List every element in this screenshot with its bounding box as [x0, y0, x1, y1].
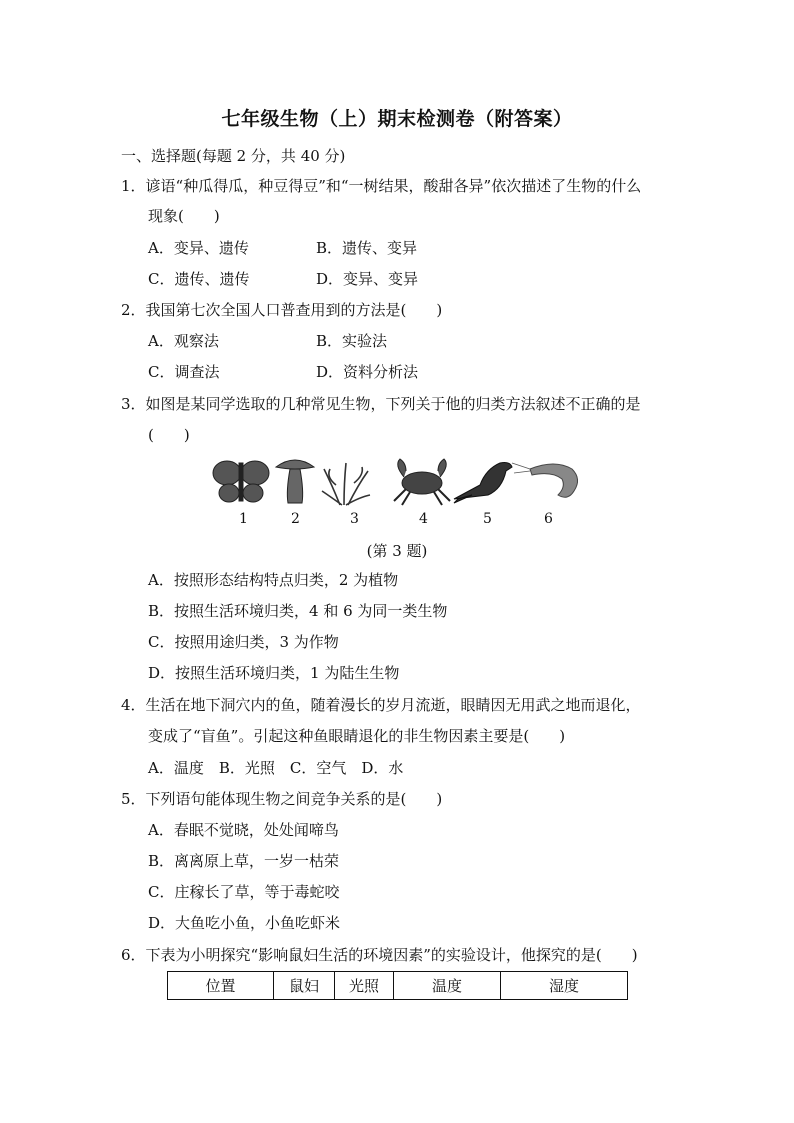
table-row [168, 972, 628, 1000]
page-title: 七年级生物（上）期末检测卷（附答案） [221, 108, 573, 130]
question-2-option-a: A．观察法 [148, 332, 219, 350]
table-header-cell: 温度 [394, 972, 501, 1000]
question-2-stem: 2．我国第七次全国人口普查用到的方法是( ) [121, 301, 443, 319]
question-3-option-a: A．按照形态结构特点归类，2 为植物 [148, 571, 399, 589]
question-3-option-b: B．按照生活环境归类，4 和 6 为同一类生物 [148, 602, 448, 620]
question-3-stem: 3．如图是某同学选取的几种常见生物，下列关于他的归类方法叙述不正确的是 [121, 395, 641, 413]
figure-label-3: 3 [350, 511, 359, 527]
table-header-cell: 光照 [335, 972, 394, 1000]
crab-icon [394, 459, 450, 505]
question-6-stem: 6．下表为小明探究“影响鼠妇生活的环境因素”的实验设计，他探究的是( ) [121, 946, 638, 964]
question-5-stem: 5．下列语句能体现生物之间竞争关系的是( ) [121, 790, 443, 808]
question-2-option-d: D．资料分析法 [316, 363, 419, 381]
plant-icon [322, 463, 370, 505]
butterfly-icon [213, 461, 269, 502]
question-1-option-a: A．变异、遗传 [148, 239, 249, 257]
question-5-option-c: C．庄稼长了草，等于毒蛇咬 [148, 883, 340, 901]
experiment-table [167, 971, 628, 1000]
figure-label-6: 6 [544, 511, 553, 527]
table-header-cell: 位置 [168, 972, 274, 1000]
question-2-option-b: B．实验法 [316, 332, 388, 350]
figure-caption: (第 3 题) [366, 542, 428, 560]
question-1-stem-cont: 现象( ) [148, 207, 220, 225]
table-header-cell: 湿度 [501, 972, 628, 1000]
question-1-option-d: D．变异、变异 [316, 270, 419, 288]
shrimp-icon [512, 463, 578, 497]
figure-label-4: 4 [419, 511, 428, 527]
question-5-option-a: A．春眠不觉晓，处处闻啼鸟 [148, 821, 339, 839]
table-header-cell: 鼠妇 [274, 972, 335, 1000]
question-5-option-b: B．离离原上草，一岁一枯荣 [148, 852, 340, 870]
question-5-option-d: D．大鱼吃小鱼，小鱼吃虾米 [148, 914, 341, 932]
question-3-stem-cont: ( ) [148, 426, 190, 444]
question-1-option-c: C．遗传、遗传 [148, 270, 250, 288]
figure-label-1: 1 [239, 511, 248, 527]
figure-label-2: 2 [291, 511, 300, 527]
question-4-options: A．温度 B．光照 C．空气 D．水 [148, 759, 404, 777]
question-1-stem: 1．谚语“种瓜得瓜，种豆得豆”和“一树结果，酸甜各异”依次描述了生物的什么 [121, 177, 642, 195]
question-4-stem-cont: 变成了“盲鱼”。引起这种鱼眼睛退化的非生物因素主要是( ) [148, 727, 566, 745]
organisms-figure [210, 455, 590, 507]
section-heading: 一、选择题(每题 2 分，共 40 分) [121, 147, 346, 165]
question-1-option-b: B．遗传、变异 [316, 239, 418, 257]
question-2-option-c: C．调查法 [148, 363, 220, 381]
question-4-stem: 4．生活在地下洞穴内的鱼，随着漫长的岁月流逝，眼睛因无用武之地而退化， [121, 696, 641, 714]
mushroom-icon [276, 460, 314, 503]
bird-icon [454, 463, 512, 504]
question-3-option-c: C．按照用途归类，3 为作物 [148, 633, 339, 651]
figure-label-5: 5 [483, 511, 492, 527]
question-3-option-d: D．按照生活环境归类，1 为陆生生物 [148, 664, 400, 682]
